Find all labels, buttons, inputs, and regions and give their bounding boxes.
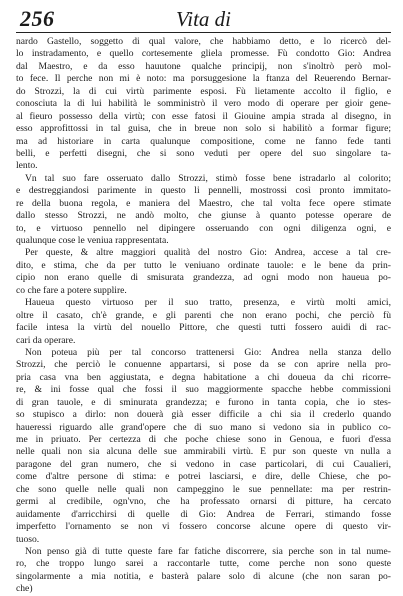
text-line: so stupisco a dirlo: non douerà già esser difficile a chi sia il crederlo quando <box>16 409 391 421</box>
text-line: to fece. Il perche non mi è noto: ma porsuggesione la ftanza del Reuerendo Bernar- <box>16 73 391 85</box>
text-line: paragone del gran numero, che si vedono in case particolari, di cui Caualieri, <box>16 458 391 470</box>
text-line: imperfetto l'ornamento se non vi fossero concorse alcune opere di questo vir- <box>16 521 391 533</box>
text-line: Non penso già di tutte queste fare far fatiche discorrere, sia perche son in tal nume- <box>25 545 391 557</box>
text-line: ro, che troppo lungo sarei a raccontarle tutte, come perche non sono queste <box>16 558 391 570</box>
text-line: Haueua questo virtuoso per il suo tratto, presenza, e virtù molti amici, <box>25 297 391 309</box>
text-line: qualunque cose le veniua rappresentata. <box>16 235 169 246</box>
text-line: al fieuro possesso della virtù; con esse fatosi il Giouine ampia strada al disegno, in <box>16 110 391 122</box>
paragraph <box>16 347 391 546</box>
text-line: do Strozzi, la di cui virtù parimente esposi. Fù lietamente accolto il figlio, e <box>16 85 391 97</box>
text-line: pria casa vna ben aggiustata, e degna habitatione a chi doueua da chi ricorre- <box>16 371 391 383</box>
text-line: di gran tauole, e di sminurata grandezza; e furono in tanta copia, che io stes- <box>16 396 391 408</box>
text-line: che) <box>16 583 33 595</box>
page-number: 256 <box>20 6 55 31</box>
paragraph <box>16 247 391 297</box>
text-line: lo instradamento, e quello cortesemente gliela promesse. Fù condotto Gio: Andrea <box>16 48 391 60</box>
text-line: Vn tal suo fare osseruato dallo Strozzi, stimò fosse bene istradarlo al colorito; <box>25 172 391 184</box>
running-title: Vita di <box>175 7 232 31</box>
text-line: co che fare a potere supplire. <box>16 284 127 296</box>
text-line: ma ad historiare in carta qualunque compositione, come ne fanno fede tanti <box>16 135 391 147</box>
text-line: dito, e stima, che da per tutto le veniuano ordinate tauole: e le bene da prin- <box>16 259 391 271</box>
text-line: haueressi riguardo alle grand'opere che di suo mano si vedono sia in publico co- <box>16 421 391 433</box>
text-line: Strozzi, che perciò le conuenne appartarsi, si pose da se con aprire nella pro- <box>16 359 391 371</box>
text-line: re, & ini fosse qual che fossi il suo maggiormente spacche hebbe commissioni <box>16 384 391 396</box>
text-line: dallo stesso Strozzi, ne andò molto, che giunse à quanto potesse operare de <box>16 210 391 222</box>
page-header <box>16 6 391 33</box>
text-line: esso approfittossi in tal guisa, che in breue non solo si habilitò a formar figure; <box>16 123 391 135</box>
paragraph <box>16 36 391 173</box>
text-line: facile intesa la virtù del nouello Pittore, che questi tutti fossero auidi di rac- <box>16 322 391 334</box>
text-line: belli, e perfetti disegni, che si sono veduti per opere del suo singolare ta- <box>16 147 391 159</box>
text-line: Per queste, & altre maggiori qualità del nostro Gio: Andrea, accese a tal cre- <box>25 247 391 259</box>
text-line: come d'altre persone di stima: e potrei lasciarsi, e dire, delle Chiese, che po- <box>16 471 391 483</box>
text-line: dal Maestro, e da esso hauutone qualche principij, non s'inoltrò però mol- <box>16 60 391 72</box>
text-line: germi al credibile, ogn'vno, che ha professato ornarsi di pitture, ha cercato <box>16 496 391 508</box>
text-line: singolarmente a mia notitia, e basterà palare solo di alcune (che non saran po- <box>16 570 391 582</box>
text-line: cipio non erano quelle di smisurata grandezza, ad ogni modo non haueua po- <box>16 272 391 284</box>
body-text <box>16 36 391 596</box>
paragraph <box>16 297 391 347</box>
text-line: oltre il casato, ch'è grande, e gli parenti che non erano pochi, che perciò fù <box>16 309 391 321</box>
text-line: e destreggiandosi parimente in questo li pennelli, mostrossi così pronto immitato- <box>16 185 391 197</box>
text-line: tuoso. <box>16 533 40 545</box>
text-line: cari da operare. <box>16 334 76 346</box>
text-line: Non poteua più per tal concorso trattenersi Gio: Andrea nella stanza dello <box>25 346 391 358</box>
text-line: nelle quali non sia alcuna delle sue ammirabili virtù. E pur son queste vn nulla a <box>16 446 391 458</box>
text-line: che sono quelle nelle quali non campeggino le sue pennellate: ma per restrin- <box>16 483 391 495</box>
text-line: auidamente d'arricchirsi di quelle di Gio: Andrea de Ferrari, stimando fosse <box>16 508 391 520</box>
text-line: re della buona regola, e maniera del Maestro, che tal volta fece opere stimate <box>16 197 391 209</box>
text-line: conosciuta la di lui habilità le somministrò il vero modo di operare per gioir gene- <box>16 98 391 110</box>
text-line: nardo Gastello, soggetto di qual valore, che habbiamo detto, e lo ricercò del- <box>16 36 391 47</box>
paragraph <box>16 173 391 248</box>
text-line: lento. <box>16 160 38 172</box>
paragraph <box>16 546 391 596</box>
text-line: to, e virtuoso pennello nel dipingere osseruando con ogni diligenza ogni, e <box>16 222 391 234</box>
text-line: me in priuato. Per certezza di che poche chiese sono in Genoua, e fuori d'essa <box>16 434 391 445</box>
